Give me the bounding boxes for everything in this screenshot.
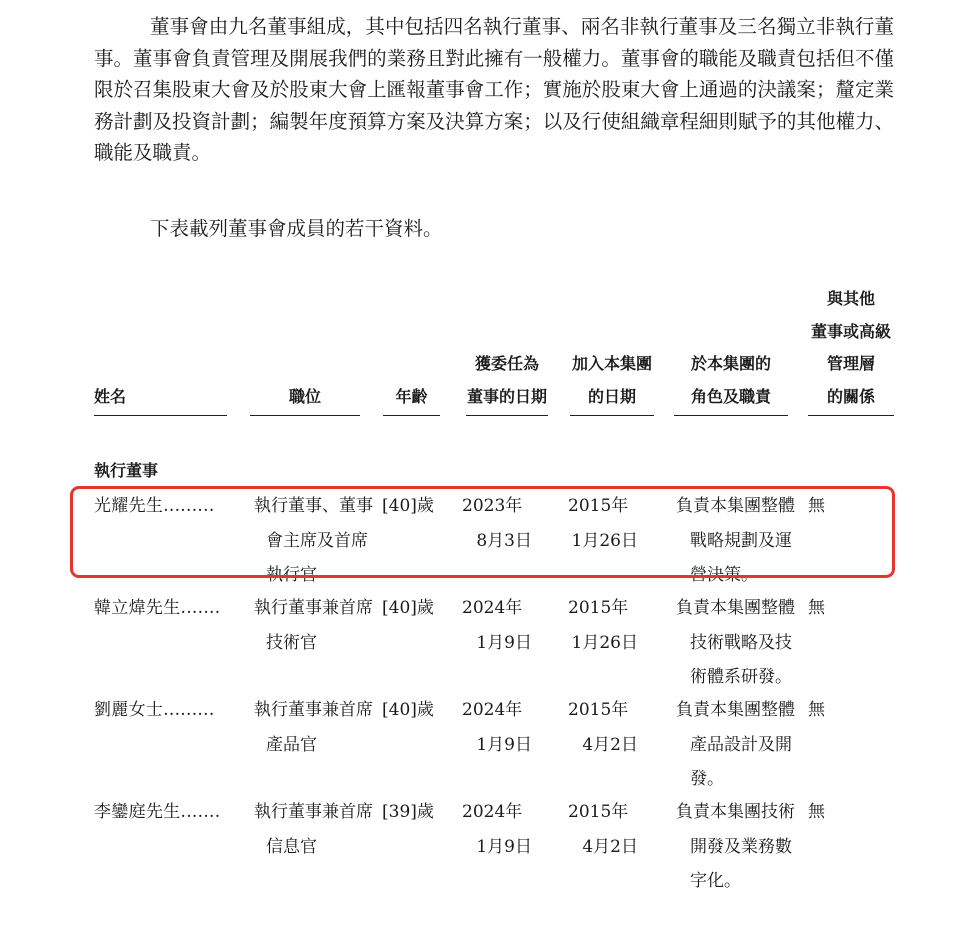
director-age: [39]歲 xyxy=(382,802,434,822)
director-name: 李鑾庭先生....... xyxy=(94,802,221,822)
director-position: 執行董事兼首席 信息官 xyxy=(254,802,373,857)
header-age: 年齡 xyxy=(383,380,440,416)
join-date: 2015年 1月26日 xyxy=(568,496,638,551)
intro-paragraph: 董事會由九名董事組成，其中包括四名執行董事、兩名非執行董事及三名獨立非執行董事。董事會負責管理及開展我們的業務且對此擁有一般權力。董事會的職能及職責包括但不僅限於召集股東大會及於股東大會上匯報董事會工作；實施於股東大會上通過的決議案；釐定業務計劃及投資計劃；編製年度預算方案及決算方案；以及行使組織章程細則賦予的其他權力、職能及職責。 xyxy=(94,15,894,164)
header-appointment-date: 獲委任為 董事的日期 xyxy=(466,348,548,416)
join-date: 2015年 4月2日 xyxy=(568,700,638,755)
director-position: 執行董事兼首席 產品官 xyxy=(254,700,373,755)
header-name: 姓名 xyxy=(94,380,227,416)
director-role: 負責本集團技術 開發及業務數 字化。 xyxy=(676,802,795,891)
director-relationship: 無 xyxy=(808,802,825,822)
director-role: 負責本集團整體 戰略規劃及運 營決策。 xyxy=(676,496,795,585)
director-role: 負責本集團整體 產品設計及開 發。 xyxy=(676,700,795,789)
director-relationship: 無 xyxy=(808,700,825,720)
appointment-date: 2024年 1月9日 xyxy=(462,598,532,653)
director-position: 執行董事兼首席 技術官 xyxy=(254,598,373,653)
director-age: [40]歲 xyxy=(382,496,434,516)
header-join-date: 加入本集團 的日期 xyxy=(570,348,654,416)
table-intro-paragraph: 下表載列董事會成員的若干資料。 xyxy=(150,217,443,240)
header-relationship: 與其他 董事或高級 管理層 的關係 xyxy=(808,283,894,416)
director-age: [40]歲 xyxy=(382,598,434,618)
director-relationship: 無 xyxy=(808,598,825,618)
director-role: 負責本集團整體 技術戰略及技 術體系研發。 xyxy=(676,598,795,687)
join-date: 2015年 1月26日 xyxy=(568,598,638,653)
join-date: 2015年 4月2日 xyxy=(568,802,638,857)
director-position: 執行董事、董事 會主席及首席 執行官 xyxy=(254,496,373,585)
director-name: 光耀先生......... xyxy=(94,496,215,516)
header-role: 於本集團的 角色及職責 xyxy=(674,348,788,416)
appointment-date: 2023年 8月3日 xyxy=(462,496,532,551)
appointment-date: 2024年 1月9日 xyxy=(462,700,532,755)
director-name: 韓立煒先生....... xyxy=(94,598,221,618)
section-label-executive-directors: 執行董事 xyxy=(94,461,159,480)
row-highlight-box xyxy=(70,486,895,578)
director-relationship: 無 xyxy=(808,496,825,516)
header-position: 職位 xyxy=(250,380,360,416)
director-age: [40]歲 xyxy=(382,700,434,720)
director-name: 劉麗女士......... xyxy=(94,700,215,720)
appointment-date: 2024年 1月9日 xyxy=(462,802,532,857)
